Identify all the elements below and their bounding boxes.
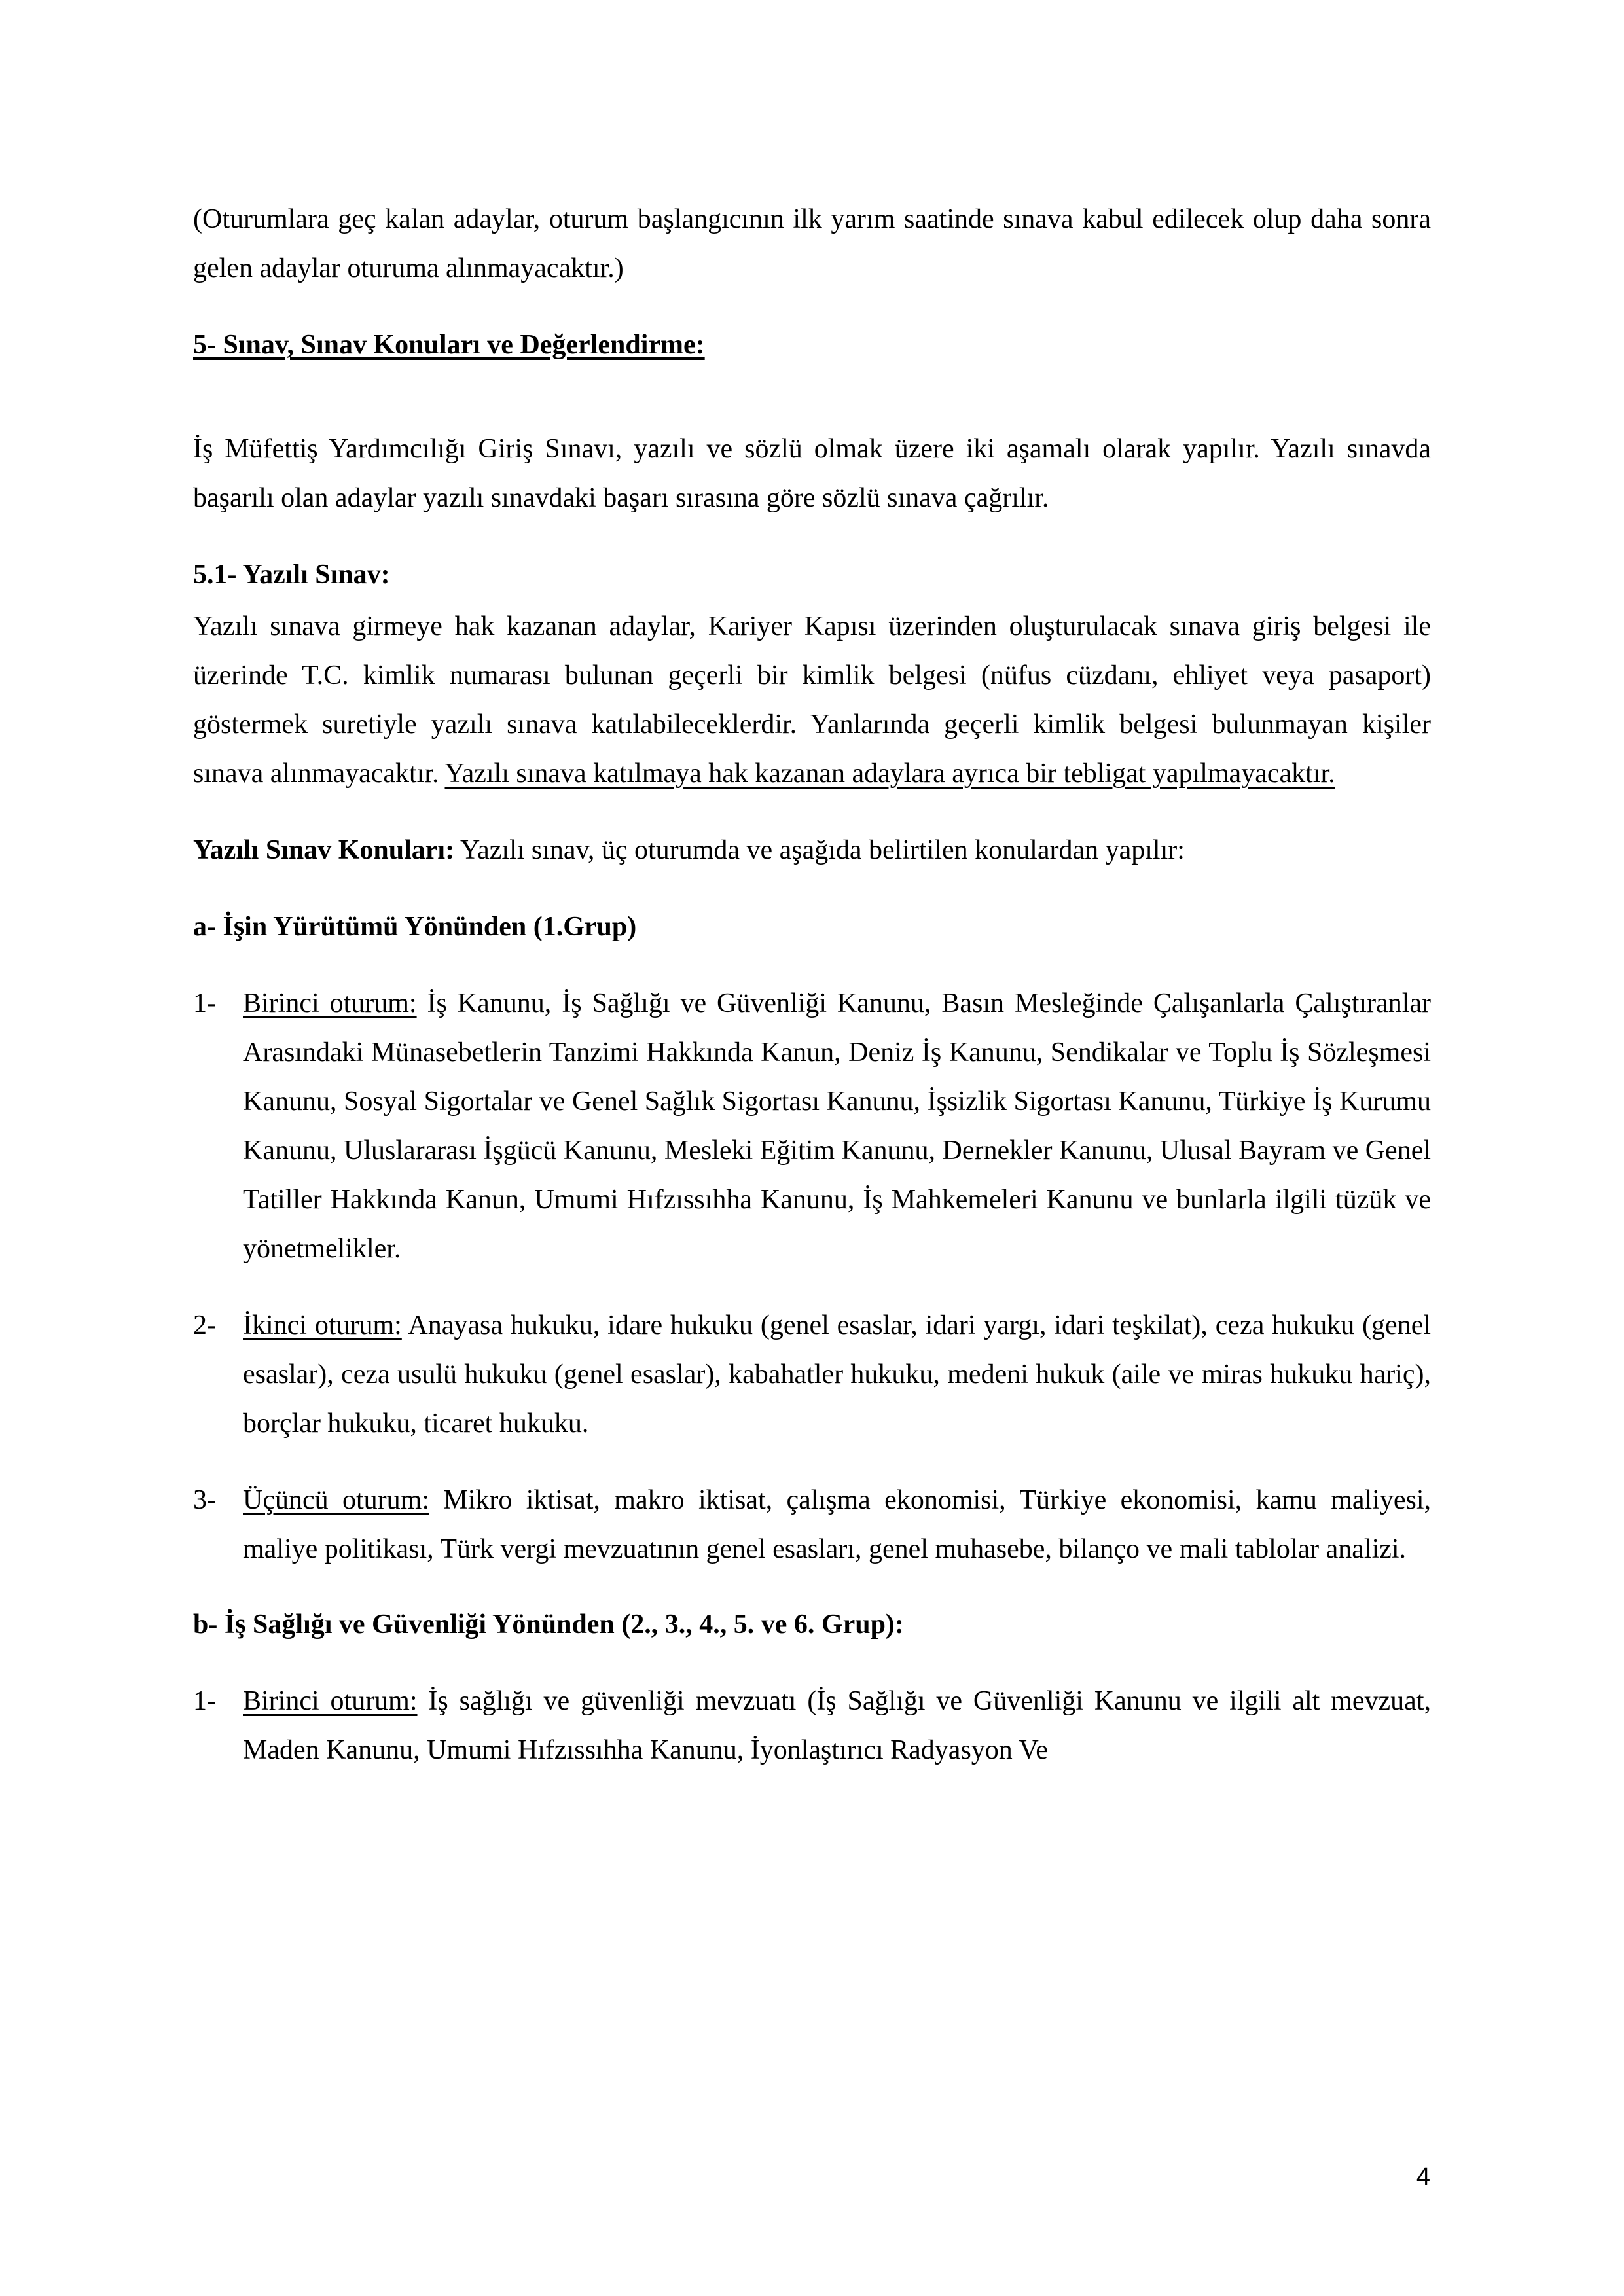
- group-b-heading-wrap: [193, 1600, 1431, 1649]
- list-item-marker: 1-: [193, 1686, 216, 1716]
- list-item-label: Üçüncü oturum:: [243, 1485, 429, 1515]
- konular-label: Yazılı Sınav Konuları:: [193, 835, 455, 865]
- list-item-marker: 1-: [193, 988, 216, 1018]
- list-item: [193, 1301, 1431, 1448]
- group-b-list: [193, 1677, 1431, 1775]
- group-a-list: [193, 979, 1431, 1574]
- konular-paragraph: [193, 826, 1431, 875]
- section-5-paragraph: İş Müfettiş Yardımcılığı Giriş Sınavı, yazılı ve sözlü olmak üzere iki aşamalı olarak yapılır. Yazılı sınavda başarılı olan adaylar yazılı sınavdaki başarı sırasına göre sözlü sınava çağrılır.: [193, 434, 1431, 513]
- section-51-paragraph-plain: Yazılı sınava girmeye hak kazanan adaylar, Kariyer Kapısı üzerinden oluşturulacak sınava giriş belgesi ile üzerinde T.C. kimlik numarası bulunan geçerli bir kimlik belgesi (nüfus cüzdanı, ehliyet veya pasaport) göstermek suretiyle yazılı sınava katılabileceklerdir. Yanlarında geçerli kimlik belgesi bulunmayan kişiler sınava alınmayacaktır.: [193, 611, 1431, 789]
- group-b-heading: b- İş Sağlığı ve Güvenliği Yönünden (2., 3., 4., 5. ve 6. Grup):: [193, 1609, 904, 1640]
- list-item: [193, 979, 1431, 1274]
- list-item: [193, 1476, 1431, 1574]
- group-a-heading-wrap: [193, 903, 1431, 952]
- page-number: 4: [1416, 2163, 1430, 2191]
- list-item-label: İkinci oturum:: [243, 1310, 402, 1340]
- section-5-heading: 5- Sınav, Sınav Konuları ve Değerlendirme:: [193, 330, 705, 360]
- section-51-heading: 5.1- Yazılı Sınav:: [193, 560, 390, 590]
- section-51-heading-wrap: [193, 550, 1431, 600]
- list-item-text: Mikro iktisat, makro iktisat, çalışma ekonomisi, Türkiye ekonomisi, kamu maliyesi, maliye politikası, Türk vergi mevzuatının genel esasları, genel muhasebe, bilanço ve mali tablolar analizi.: [243, 1485, 1431, 1564]
- list-item-marker: 2-: [193, 1310, 216, 1340]
- konular-text: Yazılı sınav, üç oturumda ve aşağıda belirtilen konulardan yapılır:: [454, 835, 1185, 865]
- list-item-marker: 3-: [193, 1485, 216, 1515]
- page-content: [193, 195, 1431, 1775]
- section-51-paragraph-underlined: Yazılı sınava katılmaya hak kazanan adaylara ayrıca bir tebligat yapılmayacaktır.: [444, 759, 1335, 789]
- list-item: [193, 1677, 1431, 1775]
- list-item-text: İş Kanunu, İş Sağlığı ve Güvenliği Kanunu, Basın Mesleğinde Çalışanlarla Çalıştıranlar Arasındaki Münasebetlerin Tanzimi Hakkında Kanun, Deniz İş Kanunu, Sendikalar ve Toplu İş Sözleşmesi Kanunu, Sosyal Sigortalar ve Genel Sağlık Sigortası Kanunu, İşsizlik Sigortası Kanunu, Türkiye İş Kurumu Kanunu, Uluslararası İşgücü Kanunu, Mesleki Eğitim Kanunu, Dernekler Kanunu, Ulusal Bayram ve Genel Tatiller Hakkında Kanun, Umumi Hıfzıssıhha Kanunu, İş Mahkemeleri Kanunu ve bunlarla ilgili tüzük ve yönetmelikler.: [243, 988, 1431, 1264]
- spacer: [193, 1574, 1431, 1600]
- list-item-text: İş sağlığı ve güvenliği mevzuatı (İş Sağlığı ve Güvenliği Kanunu ve ilgili alt mevzuat, Maden Kanunu, Umumi Hıfzıssıhha Kanunu, İyonlaştırıcı Radyasyon Ve: [243, 1686, 1431, 1765]
- list-item-label: Birinci oturum:: [243, 1686, 418, 1716]
- list-item-text: Anayasa hukuku, idare hukuku (genel esaslar, idari yargı, idari teşkilat), ceza hukuku (genel esaslar), ceza usulü hukuku (genel esaslar), kabahatler hukuku, medeni hukuk (aile ve miras hukuku hariç), borçlar hukuku, ticaret hukuku.: [243, 1310, 1431, 1439]
- section-5-heading-wrap: [193, 321, 1431, 397]
- group-a-heading: a- İşin Yürütümü Yönünden (1.Grup): [193, 912, 637, 942]
- section-51-paragraph: [193, 602, 1431, 798]
- list-item-label: Birinci oturum:: [243, 988, 417, 1018]
- intro-paragraph: (Oturumlara geç kalan adaylar, oturum başlangıcının ilk yarım saatinde sınava kabul edilecek olup daha sonra gelen adaylar oturuma alınmayacaktır.): [193, 204, 1431, 283]
